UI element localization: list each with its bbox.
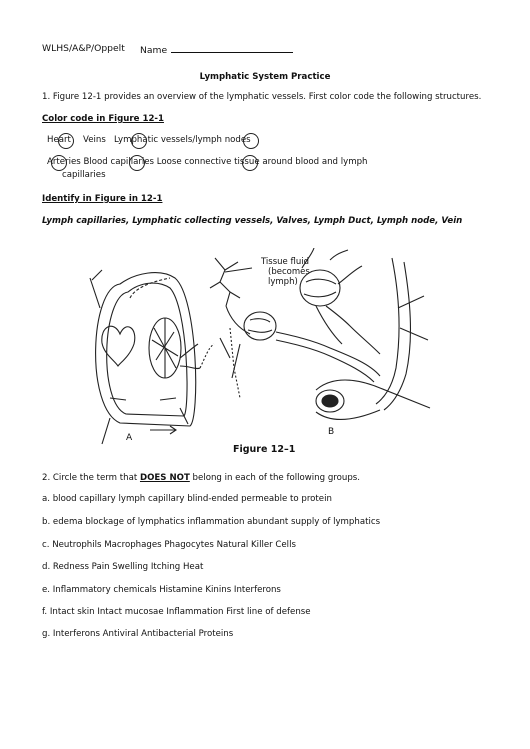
figure-caption: Figure 12–1 bbox=[233, 444, 296, 455]
q2-item-d: d. Redness Pain Swelling Itching Heat bbox=[42, 562, 204, 572]
q2-item-a: a. blood capillary lymph capillary blind-ended permeable to protein bbox=[42, 494, 332, 504]
identify-heading: Identify in Figure in 12-1 bbox=[42, 194, 163, 204]
vein-cross-section bbox=[316, 380, 430, 419]
name-field bbox=[140, 43, 293, 56]
color-swatch-circle bbox=[51, 155, 67, 171]
color-swatch-circle bbox=[243, 133, 259, 149]
color-swatch-circle bbox=[58, 133, 74, 149]
color-item-veins: Veins bbox=[83, 135, 106, 145]
color-items-row2-cont: capillaries bbox=[62, 170, 106, 180]
q2-prompt-after: belong in each of the following groups. bbox=[189, 473, 360, 483]
name-blank-line bbox=[171, 43, 293, 53]
page-title: Lymphatic System Practice bbox=[199, 72, 331, 82]
course-code: WLHS/A&P/Oppelt bbox=[42, 43, 125, 54]
q2-item-g: g. Interferons Antiviral Antibacterial Proteins bbox=[42, 629, 234, 639]
callout-text-2: (becomes bbox=[268, 267, 310, 277]
figure-label-a: A bbox=[126, 433, 133, 443]
lymphatic-figure bbox=[80, 248, 440, 458]
color-swatch-circle bbox=[242, 155, 258, 171]
q2-item-b: b. edema blockage of lymphatics inflammation abundant supply of lymphatics bbox=[42, 517, 381, 527]
q2-item-c: c. Neutrophils Macrophages Phagocytes Natural Killer Cells bbox=[42, 540, 296, 550]
name-label: Name bbox=[140, 45, 168, 56]
callout-text-1: Tissue fluid bbox=[261, 257, 309, 267]
q2-prompt-emphasis: DOES NOT bbox=[139, 473, 190, 483]
lymph-node bbox=[244, 312, 276, 340]
color-swatch-circle bbox=[131, 133, 147, 149]
q2-item-e: e. Inflammatory chemicals Histamine Kinins Interferons bbox=[42, 585, 281, 595]
callout-text-3: lymph) bbox=[268, 277, 298, 287]
q2-prompt bbox=[42, 473, 360, 483]
color-code-heading: Color code in Figure 12-1 bbox=[42, 114, 164, 124]
callout-pointer bbox=[225, 268, 252, 272]
identify-terms: Lymph capillaries, Lymphatic collecting vessels, Valves, Lymph Duct, Lymph node, Vein bbox=[42, 216, 463, 226]
q2-prompt-before: 2. Circle the term that bbox=[42, 473, 140, 483]
color-item-lymphatic-vessels: Lymphatic vessels/lymph nodes bbox=[114, 135, 251, 145]
color-swatch-circle bbox=[129, 155, 145, 171]
figure-label-b: B bbox=[328, 427, 335, 437]
lymph-duct bbox=[376, 258, 428, 410]
color-items-row2: Arteries Blood capillaries Loose connective tissue around blood and lymph bbox=[47, 157, 368, 167]
q2-item-f: f. Intact skin Intact mucosae Inflammation First line of defense bbox=[42, 607, 311, 617]
color-item-heart: Heart bbox=[47, 135, 71, 145]
q1-prompt: 1. Figure 12-1 provides an overview of the lymphatic vessels. First color code the following structures. bbox=[42, 92, 482, 102]
